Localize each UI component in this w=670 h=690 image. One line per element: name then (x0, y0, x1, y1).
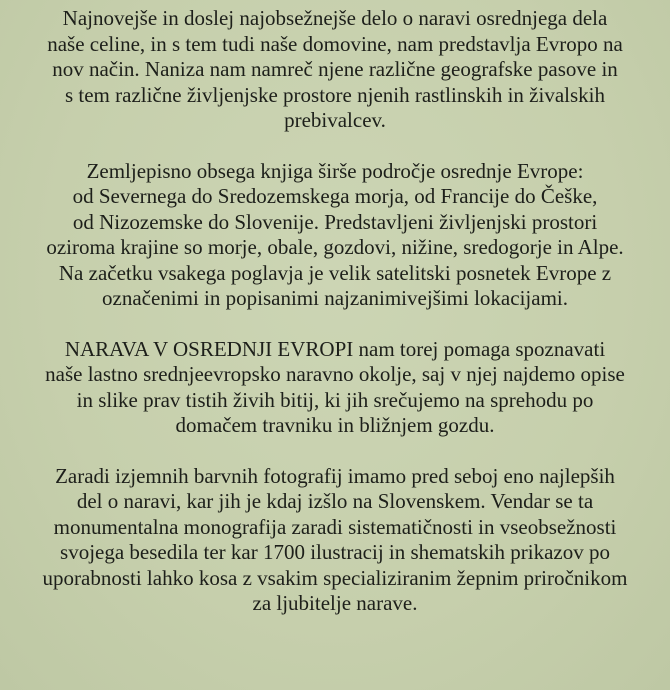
paragraph-geography (10, 159, 660, 312)
text-line: nov način. Naniza nam namreč njene različne geografske pasove in (52, 57, 618, 81)
text-line: NARAVA V OSREDNJI EVROPI nam torej pomaga spoznavati (64, 336, 606, 361)
text-line: oziroma krajine so morje, obale, gozdovi, nižine, sredogorje in Alpe. (46, 235, 624, 259)
text-line: za ljubitelje narave. (252, 591, 418, 615)
text-line: prebivalcev. (284, 108, 386, 132)
text-line: svojega besedila ter kar 1700 ilustracij in shematskih prikazov po (60, 540, 610, 564)
text-line: označenimi in popisanimi najzanimivejšimi lokacijami. (102, 286, 568, 310)
text-line: naše lastno srednjeevropsko naravno okolje, saj v njej najdemo opise (45, 362, 625, 386)
text-line: Zemljepisno obsega knjiga širše področje osrednje Evrope: (86, 158, 584, 183)
paragraph-spacer (10, 312, 660, 337)
paragraph-spacer (10, 134, 660, 159)
text-line: od Nizozemske do Slovenije. Predstavljeni življenjski prostori (72, 209, 598, 234)
paragraph-praise (10, 464, 660, 617)
text-line: Najnovejše in doslej najobsežnejše delo o naravi osrednjega dela (62, 6, 608, 30)
text-line: del o naravi, kar jih je kdaj izšlo na Slovenskem. Vendar se ta (76, 489, 594, 513)
text-line: in slike prav tistih živih bitij, ki jih srečujemo na sprehodu po (76, 387, 594, 412)
paragraph-purpose (10, 337, 660, 439)
text-line: domačem travniku in bližnjem gozdu. (175, 413, 495, 437)
paragraph-spacer (10, 439, 660, 464)
text-line: uporabnosti lahko kosa z vsakim specializiranim žepnim priročnikom (42, 565, 628, 590)
text-line: od Severnega do Sredozemskega morja, od Francije do Češke, (72, 184, 598, 208)
text-line: monumentalna monografija zaradi sistematičnosti in vseobsežnosti (53, 514, 617, 539)
text-line: s tem različne življenjske prostore njenih rastlinskih in živalskih (64, 82, 606, 107)
text-line: Na začetku vsakega poglavja je velik satelitski posnetek Evrope z (58, 260, 612, 285)
paragraph-intro (10, 6, 660, 134)
text-line: naše celine, in s tem tudi naše domovine, nam predstavlja Evropo na (47, 31, 623, 56)
text-line: Zaradi izjemnih barvnih fotografij imamo pred seboj eno najlepših (55, 463, 615, 488)
